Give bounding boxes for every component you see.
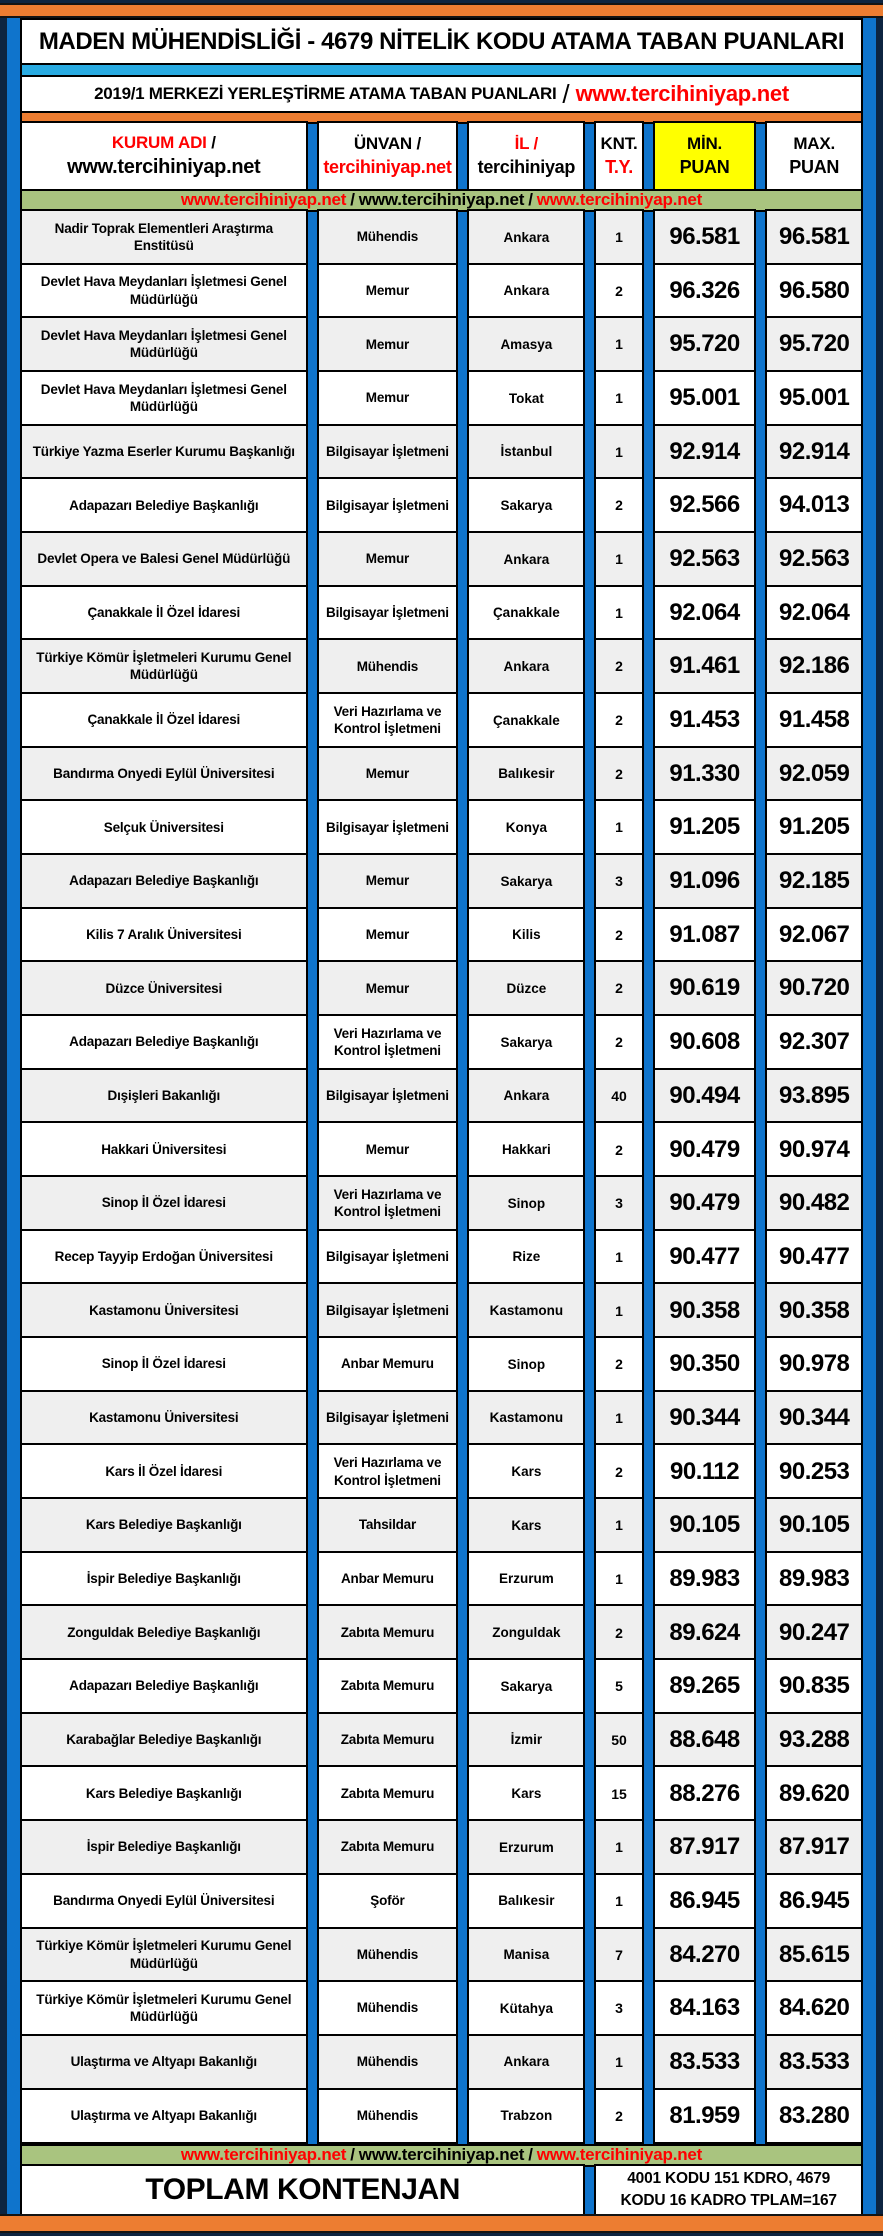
org-cell: Ulaştırma ve Altyapı Bakanlığı [20, 2034, 308, 2090]
org-cell: Hakkari Üniversitesi [20, 1121, 308, 1177]
qty-cell: 2 [594, 692, 643, 748]
table-row [20, 370, 863, 426]
footer-summary-cell [594, 2164, 863, 2217]
subtitle-text: 2019/1 MERKEZİ YERLEŞTİRME ATAMA TABAN PUANLARI [94, 84, 557, 103]
city-cell: Sinop [467, 1336, 585, 1392]
role-cell: Memur [317, 746, 459, 802]
max-score-cell: 92.186 [765, 638, 863, 694]
org-cell: Türkiye Yazma Eserler Kurumu Başkanlığı [20, 424, 308, 480]
city-cell: Amasya [467, 316, 585, 372]
max-score-cell: 89.620 [765, 1765, 863, 1821]
max-score-cell: 92.067 [765, 907, 863, 963]
city-cell: Kastamonu [467, 1390, 585, 1446]
role-cell: Bilgisayar İşletmeni [317, 1229, 459, 1285]
org-cell: İspir Belediye Başkanlığı [20, 1819, 308, 1875]
qty-cell: 40 [594, 1068, 643, 1124]
qty-cell: 5 [594, 1658, 643, 1714]
qty-cell: 2 [594, 746, 643, 802]
min-score-cell: 90.479 [653, 1175, 757, 1231]
max-score-cell: 90.835 [765, 1658, 863, 1714]
qty-cell: 2 [594, 1121, 643, 1177]
table-row [20, 477, 863, 533]
table-header-row [20, 121, 863, 191]
table-row [20, 1712, 863, 1768]
city-cell: Sinop [467, 1175, 585, 1231]
org-cell: Kars Belediye Başkanlığı [20, 1765, 308, 1821]
min-score-cell: 87.917 [653, 1819, 757, 1875]
min-score-cell: 90.344 [653, 1390, 757, 1446]
role-cell: Mühendis [317, 209, 459, 265]
city-cell: Tokat [467, 370, 585, 426]
marquee-link: www.tercihiniyap.net [536, 190, 703, 209]
max-score-cell: 90.253 [765, 1443, 863, 1499]
min-score-cell: 84.163 [653, 1980, 757, 2036]
max-score-cell: 90.344 [765, 1390, 863, 1446]
table-row [20, 1068, 863, 1124]
min-score-cell: 88.276 [653, 1765, 757, 1821]
table-row [20, 853, 863, 909]
max-score-cell: 91.458 [765, 692, 863, 748]
max-score-cell: 93.895 [765, 1068, 863, 1124]
qty-cell: 1 [594, 1551, 643, 1607]
qty-cell: 2 [594, 1443, 643, 1499]
min-score-cell: 95.001 [653, 370, 757, 426]
org-cell: Devlet Opera ve Balesi Genel Müdürlüğü [20, 531, 308, 587]
footer-summary-line2: KODU 16 KADRO TPLAM=167 [620, 2192, 837, 2210]
max-score-cell: 92.563 [765, 531, 863, 587]
max-score-cell: 90.720 [765, 960, 863, 1016]
min-score-cell: 90.479 [653, 1121, 757, 1177]
org-cell: Sinop İl Özel İdaresi [20, 1336, 308, 1392]
max-score-cell: 90.247 [765, 1604, 863, 1660]
page-title-section [20, 18, 863, 65]
org-cell: Kastamonu Üniversitesi [20, 1390, 308, 1446]
kurum-header-label: KURUM ADI / [111, 132, 216, 152]
role-cell: Bilgisayar İşletmeni [317, 1390, 459, 1446]
marquee-link: www.tercihiniyap.net [536, 2145, 703, 2164]
city-cell: Sakarya [467, 477, 585, 533]
org-cell: Türkiye Kömür İşletmeleri Kurumu Genel Müdürlüğü [20, 1980, 308, 2036]
role-cell: Mühendis [317, 1980, 459, 2036]
role-cell: Zabıta Memuru [317, 1765, 459, 1821]
city-cell: Ankara [467, 2034, 585, 2090]
city-cell: İzmir [467, 1712, 585, 1768]
min-score-cell: 88.648 [653, 1712, 757, 1768]
qty-cell: 50 [594, 1712, 643, 1768]
org-cell: Recep Tayyip Erdoğan Üniversitesi [20, 1229, 308, 1285]
org-cell: Kilis 7 Aralık Üniversitesi [20, 907, 308, 963]
table-row [20, 1282, 863, 1338]
table-row [20, 1551, 863, 1607]
column-header-il: İL / tercihiniyap [467, 121, 585, 191]
max-score-cell: 83.280 [765, 2088, 863, 2144]
footer-total-label: TOPLAM KONTENJAN [145, 2173, 461, 2207]
marquee-link: www.tercihiniyap.net [358, 2145, 525, 2164]
org-cell: Nadir Toprak Elementleri Araştırma Enstitüsü [20, 209, 308, 265]
table-row [20, 1336, 863, 1392]
table-row [20, 1765, 863, 1821]
role-cell: Memur [317, 316, 459, 372]
min-score-cell: 91.453 [653, 692, 757, 748]
max-score-cell: 90.477 [765, 1229, 863, 1285]
role-cell: Memur [317, 263, 459, 319]
footer-summary-line1: 4001 KODU 151 KDRO, 4679 [627, 2170, 831, 2187]
org-cell: Dışişleri Bakanlığı [20, 1068, 308, 1124]
table-row [20, 1980, 863, 2036]
min-score-cell: 96.581 [653, 209, 757, 265]
marquee-link: www.tercihiniyap.net [180, 190, 347, 209]
min-score-cell: 84.270 [653, 1927, 757, 1983]
role-cell: Bilgisayar İşletmeni [317, 477, 459, 533]
org-cell: Düzce Üniversitesi [20, 960, 308, 1016]
min-score-cell: 86.945 [653, 1873, 757, 1929]
qty-cell: 1 [594, 209, 643, 265]
qty-cell: 1 [594, 799, 643, 855]
org-cell: Adapazarı Belediye Başkanlığı [20, 853, 308, 909]
role-cell: Mühendis [317, 638, 459, 694]
max-score-cell: 91.205 [765, 799, 863, 855]
page-title: MADEN MÜHENDİSLİĞİ - 4679 NİTELİK KODU ATAMA TABAN PUANLARI [38, 27, 845, 55]
table-footer-row [20, 2164, 863, 2214]
max-score-cell: 90.105 [765, 1497, 863, 1553]
city-cell: Çanakkale [467, 585, 585, 641]
table-row [20, 1229, 863, 1285]
org-cell: Ulaştırma ve Altyapı Bakanlığı [20, 2088, 308, 2144]
city-cell: Ankara [467, 263, 585, 319]
city-cell: Kars [467, 1765, 585, 1821]
min-score-cell: 95.720 [653, 316, 757, 372]
org-cell: Devlet Hava Meydanları İşletmesi Genel Müdürlüğü [20, 316, 308, 372]
org-cell: Karabağlar Belediye Başkanlığı [20, 1712, 308, 1768]
qty-cell: 3 [594, 1980, 643, 2036]
min-score-cell: 96.326 [653, 263, 757, 319]
qty-cell: 1 [594, 585, 643, 641]
min-score-cell: 91.205 [653, 799, 757, 855]
role-cell: Bilgisayar İşletmeni [317, 424, 459, 480]
table-content [20, 18, 863, 2214]
role-cell: Şoför [317, 1873, 459, 1929]
org-cell: Adapazarı Belediye Başkanlığı [20, 1658, 308, 1714]
min-score-cell: 90.350 [653, 1336, 757, 1392]
table-row [20, 2088, 863, 2144]
org-cell: Kars İl Özel İdaresi [20, 1443, 308, 1499]
qty-cell: 1 [594, 1873, 643, 1929]
bottom-orange-band [0, 2214, 883, 2233]
min-score-cell: 90.608 [653, 1014, 757, 1070]
kurum-header-site: www.tercihiniyap.net [67, 156, 261, 179]
column-header-kurum [20, 121, 308, 191]
qty-cell: 1 [594, 316, 643, 372]
role-cell: Memur [317, 1121, 459, 1177]
marquee-band-bottom: www.tercihiniyap.net / www.tercihiniyap.net / www.tercihiniyap.net [20, 2144, 863, 2167]
city-cell: İstanbul [467, 424, 585, 480]
min-score-cell: 83.533 [653, 2034, 757, 2090]
org-cell: Sinop İl Özel İdaresi [20, 1175, 308, 1231]
role-cell: Bilgisayar İşletmeni [317, 1068, 459, 1124]
qty-cell: 1 [594, 1497, 643, 1553]
org-cell: Adapazarı Belediye Başkanlığı [20, 477, 308, 533]
table-row [20, 1604, 863, 1660]
max-score-cell: 94.013 [765, 477, 863, 533]
city-cell: Ankara [467, 1068, 585, 1124]
min-score-cell: 90.619 [653, 960, 757, 1016]
qty-cell: 7 [594, 1927, 643, 1983]
marquee-band-top: www.tercihiniyap.net / www.tercihiniyap.net / www.tercihiniyap.net [20, 189, 863, 212]
table-row [20, 960, 863, 1016]
city-cell: Düzce [467, 960, 585, 1016]
max-score-cell: 95.720 [765, 316, 863, 372]
column-header-knt: KNT. T.Y. [594, 121, 643, 191]
table-row [20, 531, 863, 587]
table-body [20, 209, 863, 2144]
max-score-cell: 95.001 [765, 370, 863, 426]
city-cell: Konya [467, 799, 585, 855]
qty-cell: 1 [594, 1282, 643, 1338]
role-cell: Tahsildar [317, 1497, 459, 1553]
role-cell: Veri Hazırlama ve Kontrol İşletmeni [317, 692, 459, 748]
min-score-cell: 92.914 [653, 424, 757, 480]
qty-cell: 2 [594, 1014, 643, 1070]
qty-cell: 2 [594, 1604, 643, 1660]
role-cell: Zabıta Memuru [317, 1712, 459, 1768]
column-header-max: MAX. PUAN [765, 121, 863, 191]
role-cell: Mühendis [317, 2088, 459, 2144]
city-cell: Çanakkale [467, 692, 585, 748]
qty-cell: 1 [594, 424, 643, 480]
max-score-cell: 90.482 [765, 1175, 863, 1231]
max-score-cell: 90.978 [765, 1336, 863, 1392]
marquee-link: www.tercihiniyap.net [358, 190, 525, 209]
table-row [20, 424, 863, 480]
table-row [20, 1819, 863, 1875]
max-score-cell: 84.620 [765, 1980, 863, 2036]
role-cell: Bilgisayar İşletmeni [317, 1282, 459, 1338]
city-cell: Trabzon [467, 2088, 585, 2144]
max-score-cell: 85.615 [765, 1927, 863, 1983]
city-cell: Hakkari [467, 1121, 585, 1177]
min-score-cell: 89.265 [653, 1658, 757, 1714]
table-row [20, 638, 863, 694]
table-row [20, 1497, 863, 1553]
table-row [20, 1390, 863, 1446]
max-score-cell: 96.581 [765, 209, 863, 265]
blue-frame [0, 18, 883, 2214]
max-score-cell: 92.064 [765, 585, 863, 641]
city-cell: Erzurum [467, 1819, 585, 1875]
table-row [20, 1873, 863, 1929]
city-cell: Ankara [467, 638, 585, 694]
marquee-link: www.tercihiniyap.net [180, 2145, 347, 2164]
qty-cell: 2 [594, 263, 643, 319]
min-score-cell: 90.477 [653, 1229, 757, 1285]
max-score-cell: 83.533 [765, 2034, 863, 2090]
qty-cell: 1 [594, 1819, 643, 1875]
qty-cell: 1 [594, 531, 643, 587]
role-cell: Mühendis [317, 1927, 459, 1983]
role-cell: Memur [317, 907, 459, 963]
qty-cell: 3 [594, 853, 643, 909]
table-row [20, 209, 863, 265]
max-score-cell: 96.580 [765, 263, 863, 319]
table-row [20, 746, 863, 802]
org-cell: İspir Belediye Başkanlığı [20, 1551, 308, 1607]
role-cell: Veri Hazırlama ve Kontrol İşletmeni [317, 1443, 459, 1499]
max-score-cell: 90.358 [765, 1282, 863, 1338]
role-cell: Memur [317, 853, 459, 909]
subtitle-site-link: www.tercihiniyap.net [575, 81, 789, 106]
role-cell: Anbar Memuru [317, 1551, 459, 1607]
footer-total-label-cell [20, 2164, 585, 2217]
column-header-min: MİN. PUAN [653, 121, 757, 191]
min-score-cell: 91.087 [653, 907, 757, 963]
table-row [20, 2034, 863, 2090]
org-cell: Devlet Hava Meydanları İşletmesi Genel Müdürlüğü [20, 263, 308, 319]
city-cell: Balıkesir [467, 746, 585, 802]
max-score-cell: 90.974 [765, 1121, 863, 1177]
city-cell: Kilis [467, 907, 585, 963]
max-score-cell: 92.307 [765, 1014, 863, 1070]
qty-cell: 15 [594, 1765, 643, 1821]
table-row [20, 585, 863, 641]
role-cell: Anbar Memuru [317, 1336, 459, 1392]
city-cell: Sakarya [467, 1658, 585, 1714]
org-cell: Selçuk Üniversitesi [20, 799, 308, 855]
role-cell: Zabıta Memuru [317, 1658, 459, 1714]
subtitle-slash: / [562, 78, 570, 109]
role-cell: Bilgisayar İşletmeni [317, 799, 459, 855]
unvan-header-site: tercihiniyap.net [323, 157, 452, 178]
org-cell: Devlet Hava Meydanları İşletmesi Genel Müdürlüğü [20, 370, 308, 426]
city-cell: Kars [467, 1497, 585, 1553]
role-cell: Veri Hazırlama ve Kontrol İşletmeni [317, 1014, 459, 1070]
org-cell: Zonguldak Belediye Başkanlığı [20, 1604, 308, 1660]
min-score-cell: 92.566 [653, 477, 757, 533]
max-score-cell: 92.059 [765, 746, 863, 802]
max-score-cell: 86.945 [765, 1873, 863, 1929]
il-header-site: tercihiniyap [477, 157, 576, 178]
max-score-cell: 87.917 [765, 1819, 863, 1875]
qty-cell: 2 [594, 2088, 643, 2144]
city-cell: Rize [467, 1229, 585, 1285]
qty-cell: 1 [594, 370, 643, 426]
role-cell: Mühendis [317, 2034, 459, 2090]
min-score-cell: 91.096 [653, 853, 757, 909]
role-cell: Zabıta Memuru [317, 1819, 459, 1875]
table-row [20, 1175, 863, 1231]
table-row [20, 1443, 863, 1499]
qty-cell: 2 [594, 907, 643, 963]
qty-cell: 2 [594, 638, 643, 694]
org-cell: Kastamonu Üniversitesi [20, 1282, 308, 1338]
subtitle-section [20, 75, 863, 113]
top-orange-band [0, 3, 883, 18]
table-row [20, 692, 863, 748]
min-score-cell: 90.358 [653, 1282, 757, 1338]
min-score-cell: 91.330 [653, 746, 757, 802]
max-score-cell: 93.288 [765, 1712, 863, 1768]
city-cell: Balıkesir [467, 1873, 585, 1929]
max-score-cell: 92.914 [765, 424, 863, 480]
table-row [20, 316, 863, 372]
role-cell: Veri Hazırlama ve Kontrol İşletmeni [317, 1175, 459, 1231]
qty-cell: 1 [594, 1390, 643, 1446]
qty-cell: 1 [594, 1229, 643, 1285]
table-row [20, 1121, 863, 1177]
table-row [20, 263, 863, 319]
city-cell: Zonguldak [467, 1604, 585, 1660]
city-cell: Manisa [467, 1927, 585, 1983]
org-cell: Kars Belediye Başkanlığı [20, 1497, 308, 1553]
role-cell: Memur [317, 531, 459, 587]
max-score-cell: 92.185 [765, 853, 863, 909]
min-score-cell: 81.959 [653, 2088, 757, 2144]
org-cell: Türkiye Kömür İşletmeleri Kurumu Genel Müdürlüğü [20, 1927, 308, 1983]
org-cell: Çanakkale İl Özel İdaresi [20, 692, 308, 748]
role-cell: Memur [317, 370, 459, 426]
min-score-cell: 92.563 [653, 531, 757, 587]
min-score-cell: 89.624 [653, 1604, 757, 1660]
city-cell: Ankara [467, 209, 585, 265]
org-cell: Çanakkale İl Özel İdaresi [20, 585, 308, 641]
max-score-cell: 89.983 [765, 1551, 863, 1607]
table-row [20, 1658, 863, 1714]
table-row [20, 1014, 863, 1070]
table-row [20, 907, 863, 963]
qty-cell: 3 [594, 1175, 643, 1231]
city-cell: Kütahya [467, 1980, 585, 2036]
role-cell: Memur [317, 960, 459, 1016]
qty-cell: 2 [594, 1336, 643, 1392]
min-score-cell: 89.983 [653, 1551, 757, 1607]
table-row [20, 799, 863, 855]
org-cell: Adapazarı Belediye Başkanlığı [20, 1014, 308, 1070]
min-score-cell: 90.105 [653, 1497, 757, 1553]
qty-cell: 1 [594, 2034, 643, 2090]
table-row [20, 1927, 863, 1983]
min-score-cell: 90.494 [653, 1068, 757, 1124]
min-score-cell: 92.064 [653, 585, 757, 641]
qty-cell: 2 [594, 477, 643, 533]
min-score-cell: 90.112 [653, 1443, 757, 1499]
org-cell: Türkiye Kömür İşletmeleri Kurumu Genel Müdürlüğü [20, 638, 308, 694]
column-header-unvan: ÜNVAN / tercihiniyap.net [317, 121, 459, 191]
min-score-cell: 91.461 [653, 638, 757, 694]
role-cell: Bilgisayar İşletmeni [317, 585, 459, 641]
org-cell: Bandırma Onyedi Eylül Üniversitesi [20, 746, 308, 802]
city-cell: Kastamonu [467, 1282, 585, 1338]
city-cell: Erzurum [467, 1551, 585, 1607]
city-cell: Sakarya [467, 853, 585, 909]
qty-cell: 2 [594, 960, 643, 1016]
city-cell: Kars [467, 1443, 585, 1499]
city-cell: Sakarya [467, 1014, 585, 1070]
org-cell: Bandırma Onyedi Eylül Üniversitesi [20, 1873, 308, 1929]
city-cell: Ankara [467, 531, 585, 587]
role-cell: Zabıta Memuru [317, 1604, 459, 1660]
